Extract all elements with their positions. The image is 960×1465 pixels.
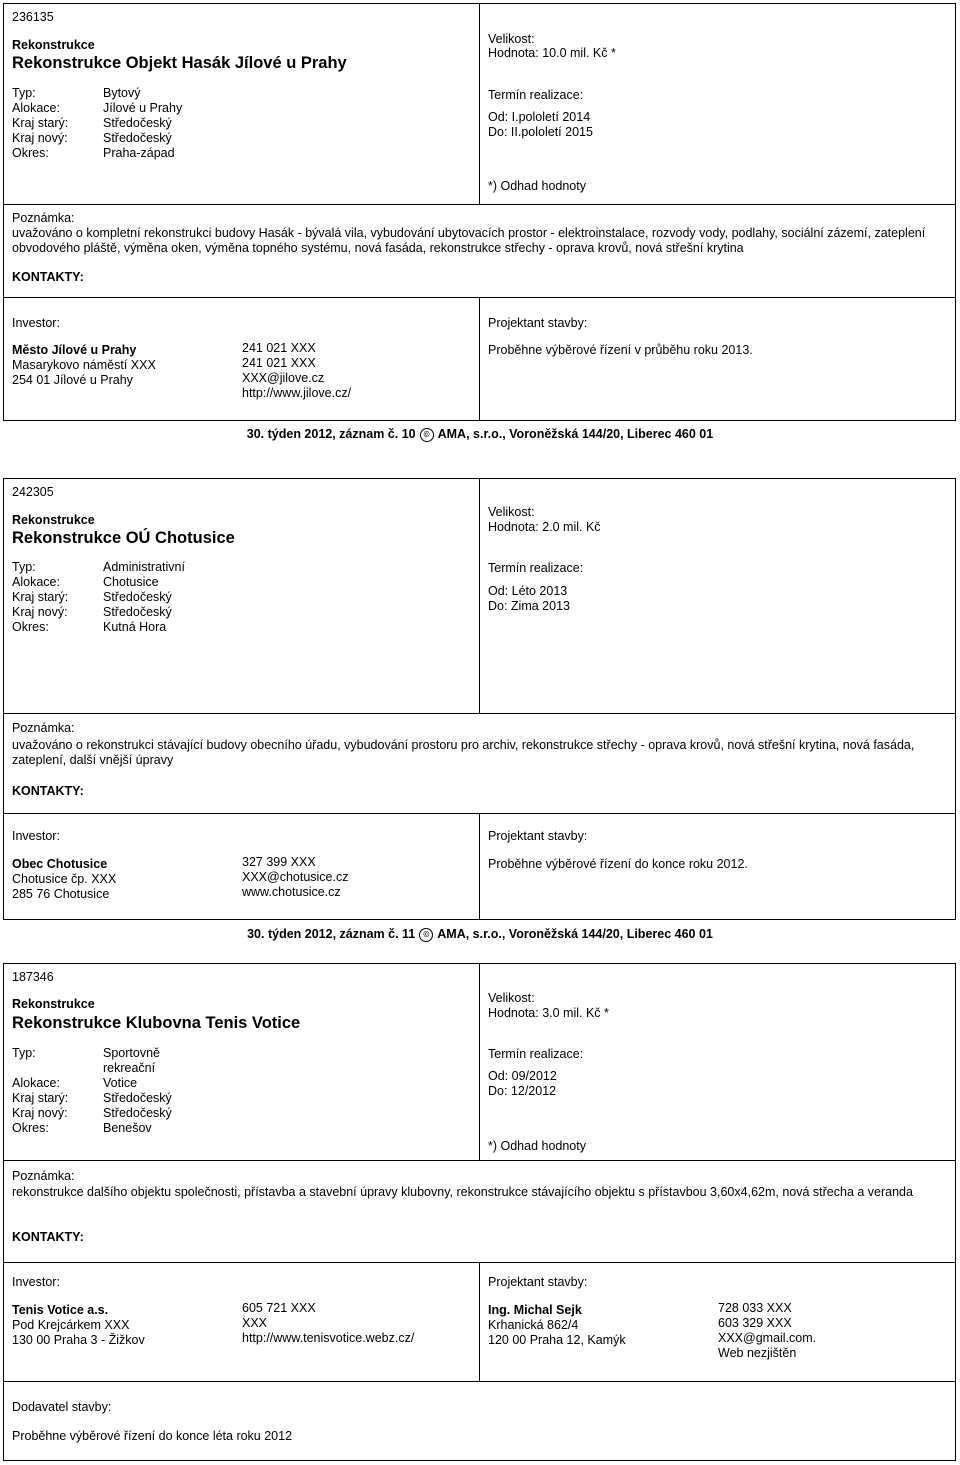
termin-label: Termín realizace: [488,88,584,102]
kraj-stary-label: Kraj starý: [12,590,69,604]
investor-email[interactable]: XXX@chotusice.cz [242,870,349,884]
projektant-phone: 728 033 XXX [718,1301,792,1315]
record-id: 242305 [12,485,54,499]
column-divider [479,963,480,1161]
hodnota-value: Hodnota: 10.0 mil. Kč * [488,46,616,60]
investor-phone: 241 021 XXX [242,341,316,355]
poznamka-text: uvažováno o kompletní rekonstrukci budovy Hasák - bývalá vila, vybudování ubytovacích prostor - elektroinstalace, rozvody vody, podlahy, sociální zázemí, zateplení obvodového pláště, výměna oken, výměna topného systému, nová fasáda, rekonstrukce střechy - oprava krovů, nová střešní krytina [12,226,926,255]
kontakty-label: KONTAKTY: [12,784,84,798]
poznamka-label: Poznámka: [12,211,75,225]
row-divider [3,1160,956,1161]
dodavatel-label: Dodavatel stavby: [12,1400,112,1414]
record-footer [0,927,960,942]
investor-address: 285 76 Chotusice [12,887,110,901]
kraj-novy-label: Kraj nový: [12,605,68,619]
column-divider [479,813,480,920]
alokace-label: Alokace: [12,575,60,589]
okres-value: Benešov [103,1121,152,1135]
termin-do: Do: Zima 2013 [488,599,570,613]
projektant-email[interactable]: XXX@gmail.com. [718,1331,817,1345]
investor-name: Tenis Votice a.s. [12,1303,109,1317]
kraj-novy-value: Středočeský [103,1106,172,1120]
typ-value: rekreační [103,1061,156,1075]
poznamka-label: Poznámka: [12,721,75,735]
termin-do: Do: II.pololetí 2015 [488,125,593,139]
typ-value: Sportovně [103,1046,160,1060]
alokace-label: Alokace: [12,1076,60,1090]
kraj-stary-label: Kraj starý: [12,1091,69,1105]
investor-label: Investor: [12,1275,60,1289]
projektant-label: Projektant stavby: [488,829,588,843]
copyright-icon: © [419,928,433,942]
okres-value: Kutná Hora [103,620,167,634]
investor-label: Investor: [12,829,60,843]
record-category: Rekonstrukce [12,513,95,527]
kraj-stary-value: Středočeský [103,1091,172,1105]
kraj-novy-value: Středočeský [103,131,172,145]
investor-phone: 605 721 XXX [242,1301,316,1315]
termin-label: Termín realizace: [488,1047,584,1061]
record-category: Rekonstrukce [12,38,95,52]
kontakty-label: KONTAKTY: [12,270,84,284]
alokace-label: Alokace: [12,101,60,115]
kraj-stary-label: Kraj starý: [12,116,69,130]
typ-value: Bytový [103,86,141,100]
investor-phone: 327 399 XXX [242,855,316,869]
projektant-name: Ing. Michal Sejk [488,1303,582,1317]
kraj-novy-label: Kraj nový: [12,1106,68,1120]
investor-web-link[interactable]: www.chotusice.cz [242,885,341,899]
investor-address: 254 01 Jílové u Prahy [12,373,133,387]
projektant-address: 120 00 Praha 12, Kamýk [488,1333,626,1347]
okres-label: Okres: [12,1121,49,1135]
okres-label: Okres: [12,620,49,634]
record-title: Rekonstrukce OÚ Chotusice [12,529,235,547]
projektant-text: Proběhne výběrové řízení v průběhu roku 2013. [488,343,753,357]
typ-label: Typ: [12,86,36,100]
hodnota-value: Hodnota: 3.0 mil. Kč * [488,1006,609,1020]
kraj-stary-value: Středočeský [103,590,172,604]
projektant-label: Projektant stavby: [488,316,588,330]
investor-web-link[interactable]: http://www.jilove.cz/ [242,386,352,400]
column-divider [479,3,480,205]
investor-email[interactable]: XXX@jilove.cz [242,371,325,385]
velikost-label: Velikost: [488,32,535,46]
kontakty-label: KONTAKTY: [12,1230,84,1244]
velikost-label: Velikost: [488,991,535,1005]
footer-company: AMA, s.r.o., Voroněžská 144/20, Liberec 460 01 [437,927,713,941]
termin-do: Do: 12/2012 [488,1084,557,1098]
record-title: Rekonstrukce Klubovna Tenis Votice [12,1014,301,1032]
projektant-web: Web nezjištěn [718,1346,797,1360]
copyright-icon: © [420,428,434,442]
alokace-value: Jílové u Prahy [103,101,183,115]
poznamka-label: Poznámka: [12,1169,75,1183]
record-id: 187346 [12,970,54,984]
hodnota-value: Hodnota: 2.0 mil. Kč [488,520,601,534]
record-title: Rekonstrukce Objekt Hasák Jílové u Prahy [12,54,347,72]
termin-od: Od: Léto 2013 [488,584,568,598]
record-id: 236135 [12,10,54,24]
poznamka-text: uvažováno o rekonstrukci stávající budovy obecního úřadu, vybudování prostoru pro archiv, rekonstrukce střechy - oprava krovů, nová střešní krytina, nová fasáda, zateplení, další vnější úpravy [12,738,915,767]
row-divider [3,204,956,205]
investor-label: Investor: [12,316,60,330]
termin-od: Od: I.pololetí 2014 [488,110,591,124]
row-divider [3,1381,956,1382]
alokace-value: Votice [103,1076,138,1090]
investor-address: Pod Krejcárkem XXX [12,1318,130,1332]
odhad-note: *) Odhad hodnoty [488,179,586,193]
investor-name: Město Jílové u Prahy [12,343,137,357]
investor-phone: 241 021 XXX [242,356,316,370]
record-footer [0,427,960,442]
investor-address: Chotusice čp. XXX [12,872,117,886]
okres-value: Praha-západ [103,146,175,160]
record-category: Rekonstrukce [12,997,95,1011]
kraj-stary-value: Středočeský [103,116,172,130]
investor-address: Masarykovo náměstí XXX [12,358,156,372]
footer-record-info: 30. týden 2012, záznam č. 11 [247,927,416,941]
odhad-note: *) Odhad hodnoty [488,1139,586,1153]
velikost-label: Velikost: [488,505,535,519]
footer-record-info: 30. týden 2012, záznam č. 10 [246,427,416,441]
dodavatel-text: Proběhne výběrové řízení do konce léta roku 2012 [12,1429,293,1443]
row-divider [3,713,956,714]
kraj-novy-value: Středočeský [103,605,172,619]
termin-label: Termín realizace: [488,561,584,575]
column-divider [479,297,480,421]
investor-name: Obec Chotusice [12,857,108,871]
projektant-address: Krhanická 862/4 [488,1318,579,1332]
projektant-text: Proběhne výběrové řízení do konce roku 2012. [488,857,748,871]
typ-label: Typ: [12,1046,36,1060]
footer-company: AMA, s.r.o., Voroněžská 144/20, Liberec 460 01 [437,427,714,441]
okres-label: Okres: [12,146,49,160]
alokace-value: Chotusice [103,575,159,589]
investor-address: 130 00 Praha 3 - Žižkov [12,1333,145,1347]
poznamka-text: rekonstrukce dalšího objektu společnosti, přístavba a stavební úpravy klubovny, rekonstrukce stávajícího objektu s přístavbou 3,60x4,62m, nová střecha a veranda [12,1185,913,1199]
kraj-novy-label: Kraj nový: [12,131,68,145]
typ-label: Typ: [12,560,36,574]
column-divider [479,478,480,714]
termin-od: Od: 09/2012 [488,1069,557,1083]
typ-value: Administrativní [103,560,185,574]
column-divider [479,1262,480,1382]
investor-web-link[interactable]: http://www.tenisvotice.webz.cz/ [242,1331,415,1345]
investor-email: XXX [242,1316,268,1330]
projektant-phone: 603 329 XXX [718,1316,792,1330]
projektant-label: Projektant stavby: [488,1275,588,1289]
